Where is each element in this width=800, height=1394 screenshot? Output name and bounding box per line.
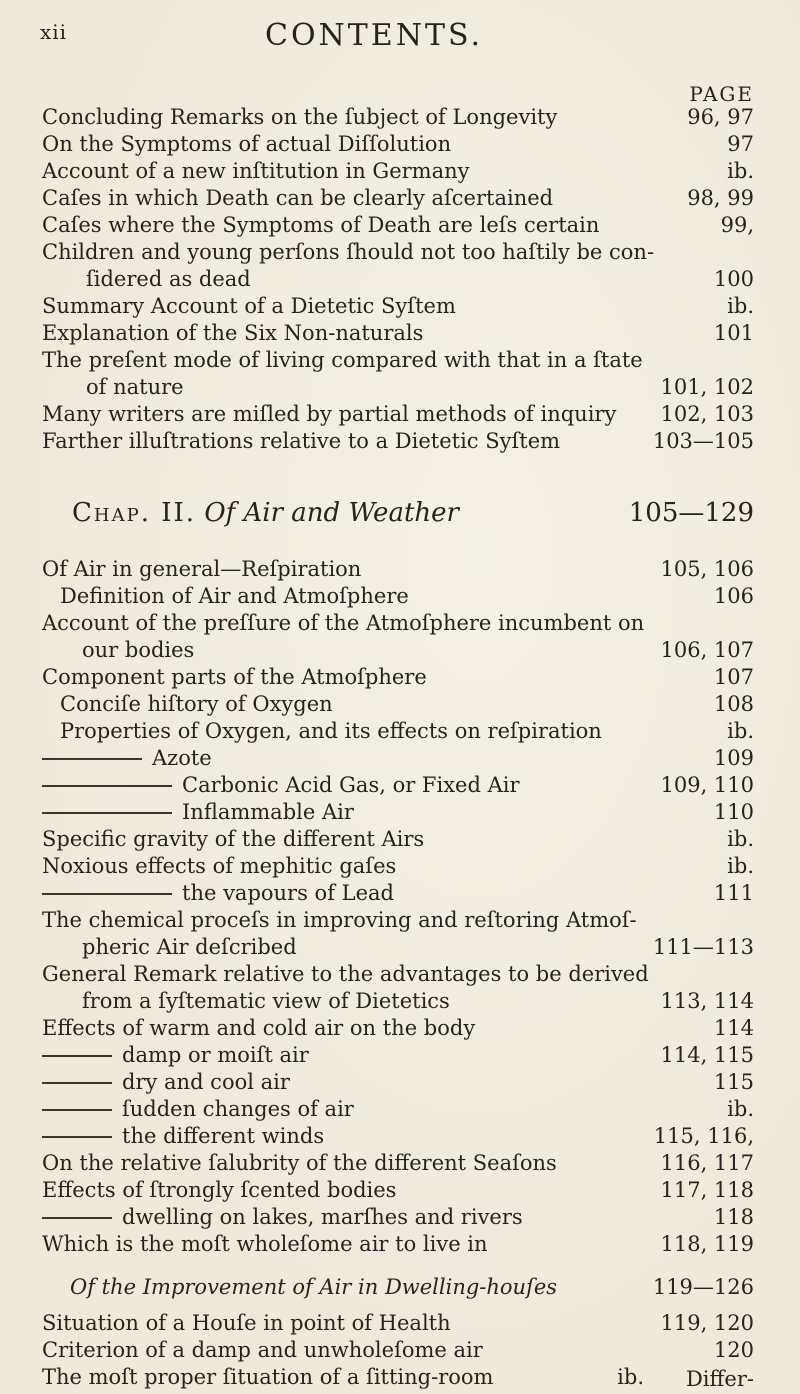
toc-entry: General Remark relative to the advantages to be derived [42,962,649,986]
toc-entry: Many writers are miſled by partial methods of inquiry 102, 103 [42,402,754,426]
toc-entry: Account of the preſſure of the Atmoſphere incumbent on [42,611,645,635]
ditto-rule [42,893,172,896]
ditto-rule [42,812,172,815]
toc-entry: Azote 109 [42,745,754,772]
ditto-rule [42,758,142,761]
toc-entry: Children and young perſons ſhould not too haſtily be con- [42,240,655,264]
toc-entry: Explanation of the Six Non-naturals 101 [42,321,754,345]
toc-entry: Noxious effects of mephitic gaſes ib. [42,854,754,878]
toc-entry: On the relative ſalubrity of the different Seaſons 116, 117 [42,1151,754,1175]
toc-entry: The preſent mode of living compared with that in a ſtate [42,348,643,372]
toc-entry: Account of a new inſtitution in Germany ib. [42,159,754,183]
toc-entry: Criterion of a damp and unwholeſome air 120 [42,1338,754,1362]
toc-entry: our bodies 106, 107 [82,638,754,662]
toc-entry: The chemical proceſs in improving and reſtoring Atmoſ- [42,908,637,932]
toc-entry: On the Symptoms of actual Diſſolution 97 [42,132,754,156]
toc-entry: Component parts of the Atmoſphere 107 [42,665,754,689]
toc-entry: Carbonic Acid Gas, or Fixed Air 109, 110 [42,772,754,799]
toc-entry: pheric Air deſcribed 111—113 [82,935,754,959]
folio-number: xii [40,20,68,44]
toc-entry: dry and cool air 115 [42,1069,754,1096]
toc-entry: Summary Account of a Dietetic Syſtem ib. [42,294,754,318]
page-header [40,18,760,58]
page-column-label: PAGE [689,82,754,106]
chapter-pages: 105—129 [628,498,754,528]
toc-entry: damp or moiſt air 114, 115 [42,1042,754,1069]
section-heading [42,1272,754,1302]
section-title: Of the Improvement of Air in Dwelling-houſes [70,1275,558,1299]
ditto-rule [42,1109,112,1112]
section-pages: 119—126 [652,1275,754,1299]
chapter-title: Of Air and Weather [204,498,459,528]
toc-entry: Concluding Remarks on the ſubject of Longevity 96, 97 [42,105,754,129]
ditto-rule [42,1136,112,1139]
toc-entry: Situation of a Houſe in point of Health 119, 120 [42,1311,754,1335]
toc-entry: Which is the moſt wholeſome air to live in 118, 119 [42,1232,754,1256]
toc-entry: dwelling on lakes, marſhes and rivers 118 [42,1204,754,1231]
toc-entry: Caſes where the Symptoms of Death are leſs certain 99, [42,213,754,237]
ditto-rule [42,1217,112,1220]
toc-entry: of nature 101, 102 [86,375,754,399]
chapter-label: Chap. II. [72,498,197,528]
toc-entry: Properties of Oxygen, and its effects on reſpiration ib. [60,719,754,743]
toc-entry: Specific gravity of the different Airs ib. [42,827,754,851]
toc-entry: the vapours of Lead 111 [42,880,754,907]
catchword: Differ- [685,1367,754,1391]
toc-entry: from a ſyſtematic view of Dietetics 113, 114 [82,989,754,1013]
toc-entry: The moſt proper ſituation of a ſitting-room ib. [42,1365,644,1389]
toc-entry: Effects of ſtrongly ſcented bodies 117, 118 [42,1178,754,1202]
toc-entry: Caſes in which Death can be clearly aſcertained 98, 99 [42,186,754,210]
toc-entry: Inflammable Air 110 [42,799,754,826]
ditto-rule [42,1055,112,1058]
toc-entry: Effects of warm and cold air on the body 114 [42,1016,754,1040]
toc-entry: ſidered as dead 100 [86,267,754,291]
toc-entry: Of Air in general—Reſpiration 105, 106 [42,557,754,581]
toc-entry: the different winds 115, 116, [42,1123,754,1150]
ditto-rule [42,785,172,788]
toc-entry: ſudden changes of air ib. [42,1096,754,1123]
toc-entry: Conciſe hiſtory of Oxygen 108 [60,692,754,716]
toc-entry: Definition of Air and Atmoſphere 106 [60,584,754,608]
toc-entry: Farther illuſtrations relative to a Dietetic Syſtem 103—105 [42,429,754,453]
chapter-heading [42,496,754,530]
ditto-rule [42,1082,112,1085]
running-title: CONTENTS. [265,18,483,53]
